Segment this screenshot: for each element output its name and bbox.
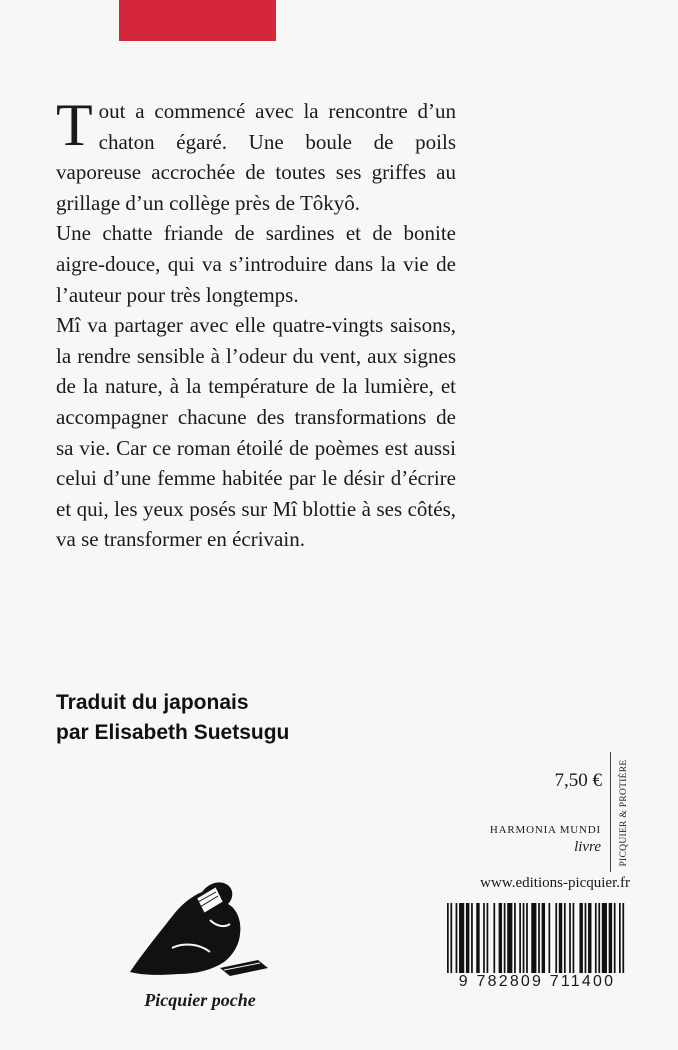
barcode-bar (619, 903, 621, 975)
translator-credit (56, 688, 416, 748)
barcode-digits: 9 782809 711400 (444, 973, 630, 991)
barcode-bar (526, 903, 528, 975)
barcode-bar (487, 903, 489, 975)
barcode-bar (548, 903, 550, 975)
barcode-bar (559, 903, 562, 975)
barcode-bar (595, 903, 597, 975)
barcode-bar (542, 903, 545, 975)
publisher-website: www.editions-picquier.fr (480, 875, 630, 891)
barcode-bar (471, 903, 473, 975)
translator-line-1: Traduit du japonais (56, 691, 249, 714)
barcode-bar (585, 903, 587, 975)
barcode-bar (504, 903, 506, 975)
barcode-bar (609, 903, 612, 975)
publisher-logo-text: PICQUIER & PROTIÈRE (619, 759, 629, 867)
barcode-bar (569, 903, 571, 975)
barcode-bar (483, 903, 485, 975)
blurb-paragraph-1 (56, 92, 456, 218)
barcode-bar (523, 903, 525, 975)
barcode-bar (493, 903, 495, 975)
cover-color-band (119, 0, 276, 41)
drop-cap: T (56, 92, 93, 158)
barcode-bar (564, 903, 566, 975)
barcode-bar (614, 903, 616, 975)
reading-figure-logo-icon (112, 862, 282, 992)
barcode-bar (456, 903, 458, 975)
distributor-name: HARMONIA MUNDI (489, 824, 601, 836)
barcode-bar (507, 903, 512, 975)
barcode-bar (598, 903, 600, 975)
barcode-bar (519, 903, 521, 975)
barcode-bar (588, 903, 591, 975)
blurb-paragraph-3: Mî va partager avec elle quatre-vingts saisons, la rendre sensible à l’odeur du vent, aux signes de la nature, à la température de la lumière, et accompagner chacune des transformations de sa vie. Car ce roman étoilé de poèmes est aussi celui d’une femme habitée par le désir d’écrire et qui, les yeux posés sur Mî blottie à ses côtés, va se transformer en écrivain. (56, 313, 456, 552)
barcode-bar (499, 903, 502, 975)
barcode-bar (579, 903, 582, 975)
imprint-name: Picquier poche (144, 990, 256, 1010)
publisher-divider (610, 752, 611, 872)
barcode-bar (602, 903, 607, 975)
publisher-logo-vertical (612, 752, 636, 874)
blurb-paragraph-2: Une chatte friande de sardines et de bonite aigre-douce, qui va s’introduire dans la vie de l’auteur pour très longtemps. (56, 221, 456, 307)
barcode-bar (573, 903, 575, 975)
barcode-bar (555, 903, 557, 975)
barcode-bar (476, 903, 479, 975)
translator-line-2: par Elisabeth Suetsugu (56, 721, 290, 744)
barcode-bar (459, 903, 464, 975)
barcode-bar (514, 903, 516, 975)
barcode-bar (466, 903, 469, 975)
price: 7,50 € (554, 770, 602, 791)
blurb-paragraph-1-text: out a commencé avec la rencontre d’un chaton égaré. Une boule de poils vaporeuse accrochée de toutes ses griffes au grillage d’un collège près de Tôkyô. (56, 99, 456, 215)
distributor-sub: livre (574, 839, 601, 855)
back-cover-blurb (56, 92, 456, 555)
